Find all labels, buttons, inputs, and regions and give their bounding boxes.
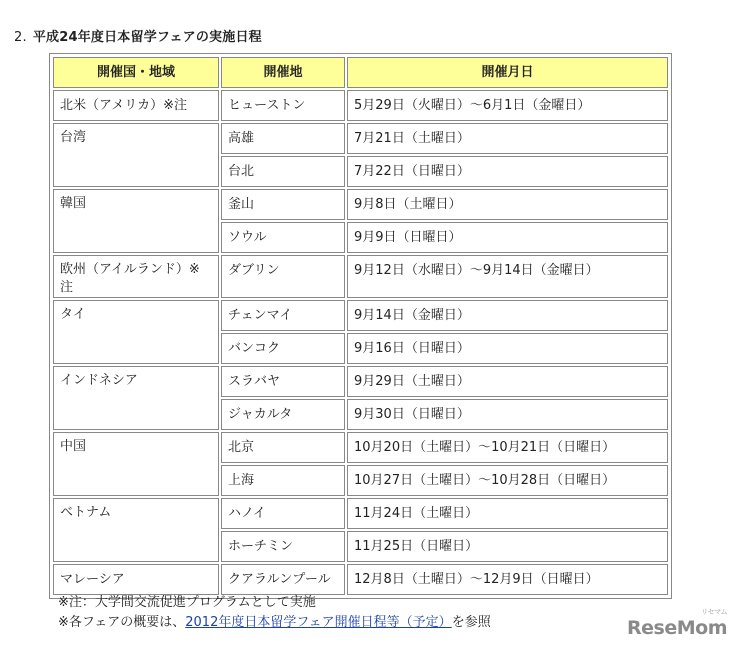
note-2 xyxy=(58,613,491,633)
table-header-row xyxy=(53,57,668,88)
cell-city: 台北 xyxy=(221,156,345,187)
section-number: 2. xyxy=(14,30,27,45)
schedule-table-wrapper xyxy=(49,53,672,599)
note-2-suffix: を参照 xyxy=(451,615,491,630)
section-title: 平成24年度日本留学フェアの実施日程 xyxy=(32,30,262,45)
notes xyxy=(58,593,491,633)
cell-city: 上海 xyxy=(221,465,345,496)
cell-date: 12月8日（土曜日）〜12月9日（日曜日） xyxy=(347,564,668,595)
header-region: 開催国・地域 xyxy=(53,57,219,88)
cell-date: 9月8日（土曜日） xyxy=(347,189,668,220)
cell-city: ダブリン xyxy=(221,255,345,298)
resemom-logo xyxy=(627,608,727,639)
cell-city: ジャカルタ xyxy=(221,399,345,430)
cell-date: 9月14日（金曜日） xyxy=(347,300,668,331)
cell-date: 11月24日（土曜日） xyxy=(347,498,668,529)
schedule-table xyxy=(51,55,670,597)
cell-city: チェンマイ xyxy=(221,300,345,331)
cell-region: 中国 xyxy=(53,432,219,496)
cell-city: クアラルンプール xyxy=(221,564,345,595)
header-city: 開催地 xyxy=(221,57,345,88)
note-1: ※注：大学間交流促進プログラムとして実施 xyxy=(58,595,316,610)
section-heading xyxy=(14,26,262,45)
cell-region: ベトナム xyxy=(53,498,219,562)
cell-date: 9月9日（日曜日） xyxy=(347,222,668,253)
cell-date: 9月16日（日曜日） xyxy=(347,333,668,364)
cell-date: 9月12日（水曜日）〜9月14日（金曜日） xyxy=(347,255,668,298)
cell-city: ヒューストン xyxy=(221,90,345,121)
table-row xyxy=(53,498,668,529)
cell-city: 北京 xyxy=(221,432,345,463)
cell-date: 10月27日（土曜日）〜10月28日（日曜日） xyxy=(347,465,668,496)
cell-region: 北米（アメリカ）※注 xyxy=(53,90,219,121)
note-2-prefix: ※各フェアの概要は、 xyxy=(58,615,186,630)
logo-subtext: リセマム xyxy=(701,608,727,616)
cell-date: 5月29日（火曜日）〜6月1日（金曜日） xyxy=(347,90,668,121)
cell-city: スラバヤ xyxy=(221,366,345,397)
cell-city: ホーチミン xyxy=(221,531,345,562)
cell-region: 台湾 xyxy=(53,123,219,187)
table-body xyxy=(53,90,668,595)
cell-city: 釜山 xyxy=(221,189,345,220)
cell-date: 9月30日（日曜日） xyxy=(347,399,668,430)
cell-region: 韓国 xyxy=(53,189,219,253)
cell-city: 高雄 xyxy=(221,123,345,154)
header-date: 開催月日 xyxy=(347,57,668,88)
cell-date: 7月21日（土曜日） xyxy=(347,123,668,154)
table-row xyxy=(53,255,668,298)
logo-text: ReseMom xyxy=(627,617,727,639)
cell-region: タイ xyxy=(53,300,219,364)
cell-region: マレーシア xyxy=(53,564,219,595)
schedule-link[interactable]: 2012年度日本留学フェア開催日程等（予定） xyxy=(185,615,452,630)
table-row xyxy=(53,300,668,331)
cell-date: 11月25日（日曜日） xyxy=(347,531,668,562)
cell-city: ソウル xyxy=(221,222,345,253)
cell-city: ハノイ xyxy=(221,498,345,529)
cell-date: 7月22日（日曜日） xyxy=(347,156,668,187)
cell-region: 欧州（アイルランド）※注 xyxy=(53,255,219,298)
table-row xyxy=(53,90,668,121)
table-row xyxy=(53,366,668,397)
table-row xyxy=(53,189,668,220)
table-row xyxy=(53,123,668,154)
cell-city: バンコク xyxy=(221,333,345,364)
table-row xyxy=(53,564,668,595)
cell-date: 9月29日（土曜日） xyxy=(347,366,668,397)
table-row xyxy=(53,432,668,463)
cell-region: インドネシア xyxy=(53,366,219,430)
cell-date: 10月20日（土曜日）〜10月21日（日曜日） xyxy=(347,432,668,463)
